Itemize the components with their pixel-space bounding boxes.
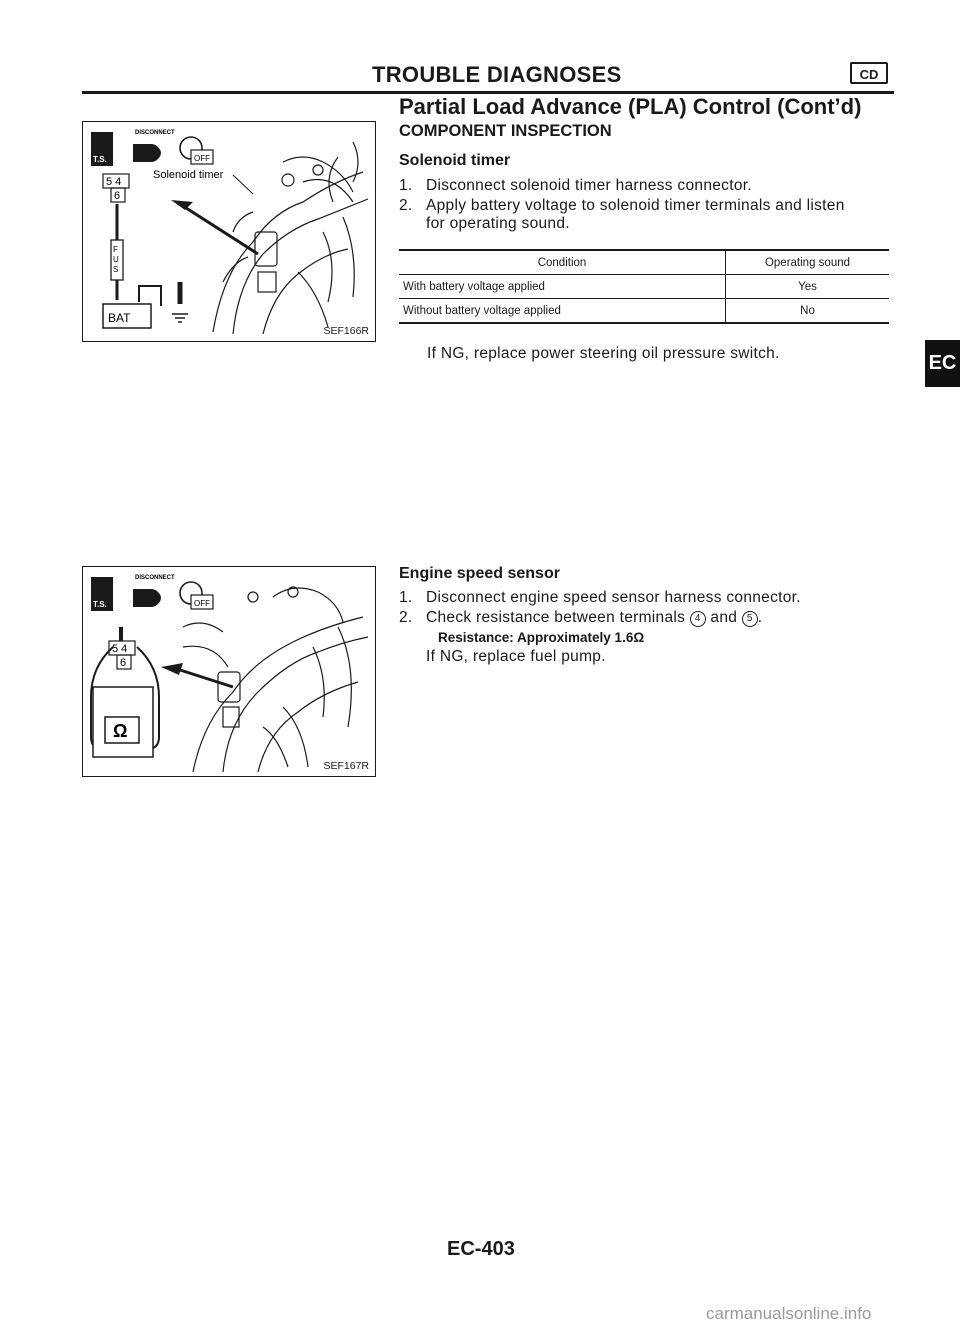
svg-text:5 4: 5 4 xyxy=(112,643,128,655)
svg-text:F: F xyxy=(113,245,118,254)
page-header-title: TROUBLE DIAGNOSES xyxy=(372,62,622,87)
solenoid-timer-heading: Solenoid timer xyxy=(399,152,511,169)
svg-text:OFF: OFF xyxy=(194,599,210,608)
table-row xyxy=(399,299,889,324)
solenoid-timer-figure xyxy=(82,121,376,342)
page-number: EC-403 xyxy=(447,1238,515,1260)
solenoid-timer-illustration xyxy=(83,122,375,341)
svg-text:Ω: Ω xyxy=(113,721,128,741)
engine-sketch xyxy=(213,142,368,334)
table-header-cell: Condition xyxy=(399,250,726,275)
engine-ng-note: If NG, replace fuel pump. xyxy=(426,648,606,665)
svg-text:OFF: OFF xyxy=(194,154,210,163)
svg-text:DISCONNECT: DISCONNECT xyxy=(135,575,175,581)
table-header-cell: Operating sound xyxy=(726,250,890,275)
solenoid-step-2-cont: for operating sound. xyxy=(426,215,570,232)
table-row xyxy=(399,275,889,299)
engine-speed-sensor-figure xyxy=(82,566,376,777)
table-cell: Yes xyxy=(726,275,890,299)
engine-speed-sensor-illustration xyxy=(83,567,375,776)
svg-text:6: 6 xyxy=(120,657,127,669)
svg-text:BAT: BAT xyxy=(108,311,131,325)
table-cell: Without battery voltage applied xyxy=(399,299,726,324)
svg-text:Solenoid timer: Solenoid timer xyxy=(153,169,224,181)
resistance-spec: Resistance: Approximately 1.6Ω xyxy=(438,630,645,645)
terminal-4-marker: 4 xyxy=(690,611,706,627)
ec-section-tab: EC xyxy=(925,340,960,387)
solenoid-step-2: 2. Apply battery voltage to solenoid timer terminals and listen xyxy=(399,197,845,214)
engine-step-1: 1. Disconnect engine speed sensor harness connector. xyxy=(399,589,801,606)
watermark: carmanualsonline.info xyxy=(706,1304,872,1323)
engine-speed-sensor-heading: Engine speed sensor xyxy=(399,565,560,582)
solenoid-step-1: 1. Disconnect solenoid timer harness connector. xyxy=(399,177,752,194)
engine-step-2: 2. Check resistance between terminals 4 and 5 . xyxy=(399,609,763,626)
svg-text:6: 6 xyxy=(114,190,121,202)
svg-text:U: U xyxy=(113,255,119,264)
svg-text:5 4: 5 4 xyxy=(106,176,122,188)
subsection-title: COMPONENT INSPECTION xyxy=(399,122,612,140)
table-cell: With battery voltage applied xyxy=(399,275,726,299)
svg-text:T.S.: T.S. xyxy=(93,600,107,609)
svg-text:S: S xyxy=(113,265,119,274)
svg-text:T.S.: T.S. xyxy=(93,155,107,164)
cd-badge-icon: CD xyxy=(850,62,888,84)
operating-sound-table xyxy=(399,249,889,324)
table-cell: No xyxy=(726,299,890,324)
terminal-5-marker: 5 xyxy=(742,611,758,627)
figure-code: SEF166R xyxy=(323,325,369,337)
svg-text:DISCONNECT: DISCONNECT xyxy=(135,130,175,136)
table-header-row xyxy=(399,250,889,275)
solenoid-ng-note: If NG, replace power steering oil pressure switch. xyxy=(427,345,780,362)
figure-code: SEF167R xyxy=(323,760,369,772)
section-title: Partial Load Advance (PLA) Control (Cont’d) xyxy=(399,94,862,119)
